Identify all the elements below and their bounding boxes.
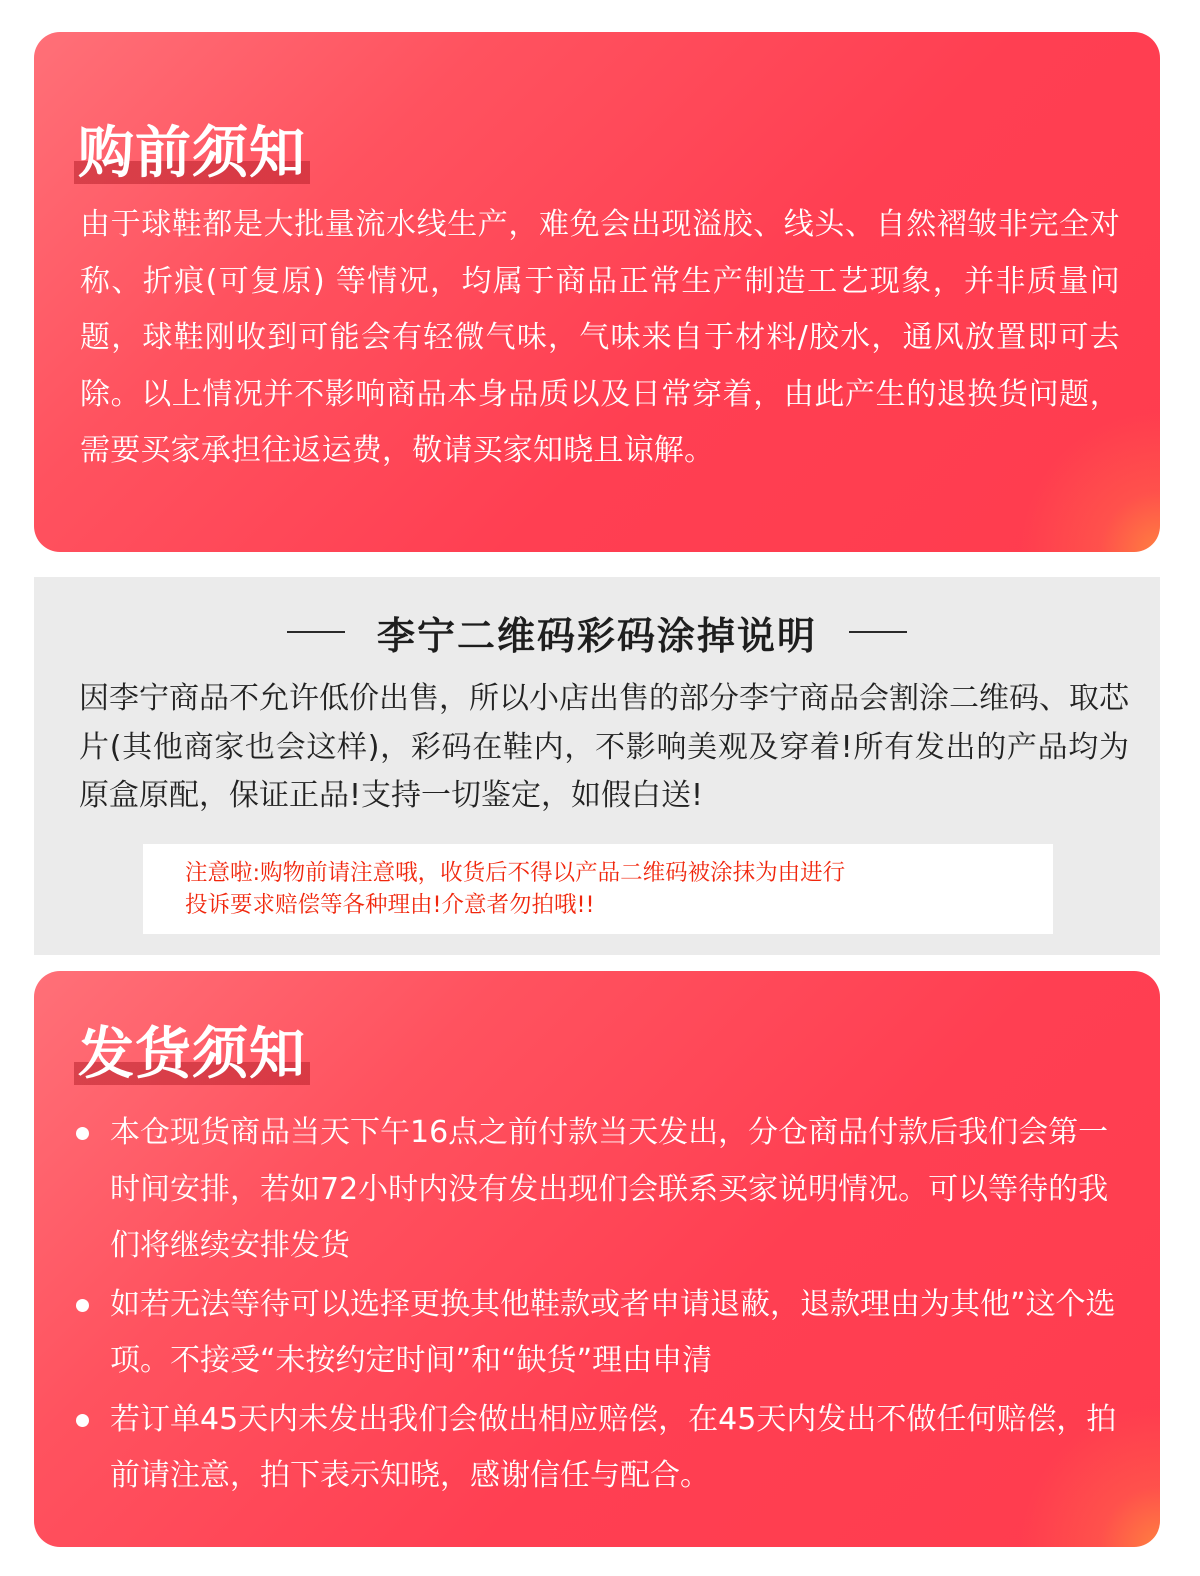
purchase-notice-body: 由于球鞋都是大批量流水线生产，难免会出现溢胶、线头、自然褶皱非完全对称、折痕(可复原) 等情况，均属于商品正常生产制造工艺现象，并非质量问题，球鞋刚收到可能会有轻微气味，气味来自于材料/胶水，通风放置即可去除。以上情况并不影响商品本身品质以及日常穿着，由此产生的退换货问题，需要买家承担往返运费，敬请买家知晓且谅解。 [80,207,1120,468]
qr-code-notice-section [34,577,1160,955]
qr-notice-body: 因李宁商品不允许低价出售，所以小店出售的部分李宁商品会割涂二维码、取芯片(其他商家也会这样)，彩码在鞋内，不影响美观及穿着!所有发出的产品均为原盒原配，保证正品!支持一切鉴定，如假白送! [79,681,1129,813]
bullet-dot-icon [76,1414,89,1427]
list-item-text: 如若无法等待可以选择更换其他鞋款或者申请退蔽，退款理由为其他”这个选项。不接受“未按约定时间”和“缺货”理由申清 [110,1286,1116,1378]
warning-line-1: 注意啦:购物前请注意哦，收货后不得以产品二维码被涂抹为由进行 [185,860,846,886]
warning-box [143,844,1053,934]
list-item [74,1277,1134,1390]
list-item [74,1392,1134,1505]
shipping-notice-title: 发货须知 [74,1025,310,1085]
heading-dash-left [287,631,345,633]
qr-notice-heading [34,607,1160,657]
shipping-notice-list [74,1105,1134,1507]
list-item [74,1105,1134,1275]
list-item-text: 若订单45天内未发出我们会做出相应赔偿，在45天内发出不做任何赔偿，拍前请注意，拍下表示知晓，感谢信任与配合。 [110,1401,1117,1493]
qr-notice-title: 李宁二维码彩码涂掉说明 [376,613,817,658]
bullet-dot-icon [76,1299,89,1312]
list-item-text: 本仓现货商品当天下午16点之前付款当天发出，分仓商品付款后我们会第一时间安排，若如72小时内没有发出现们会联系买家说明情况。可以等待的我们将继续安排发货 [110,1115,1109,1263]
bullet-dot-icon [76,1127,89,1140]
warning-line-2: 投诉要求赔偿等各种理由!介意者勿拍哦!! [185,892,595,918]
warning-text [185,857,1005,921]
purchase-notice-title: 购前须知 [74,124,310,184]
purchase-notice-card [34,32,1160,552]
shipping-notice-card [34,971,1160,1547]
heading-dash-right [849,631,907,633]
